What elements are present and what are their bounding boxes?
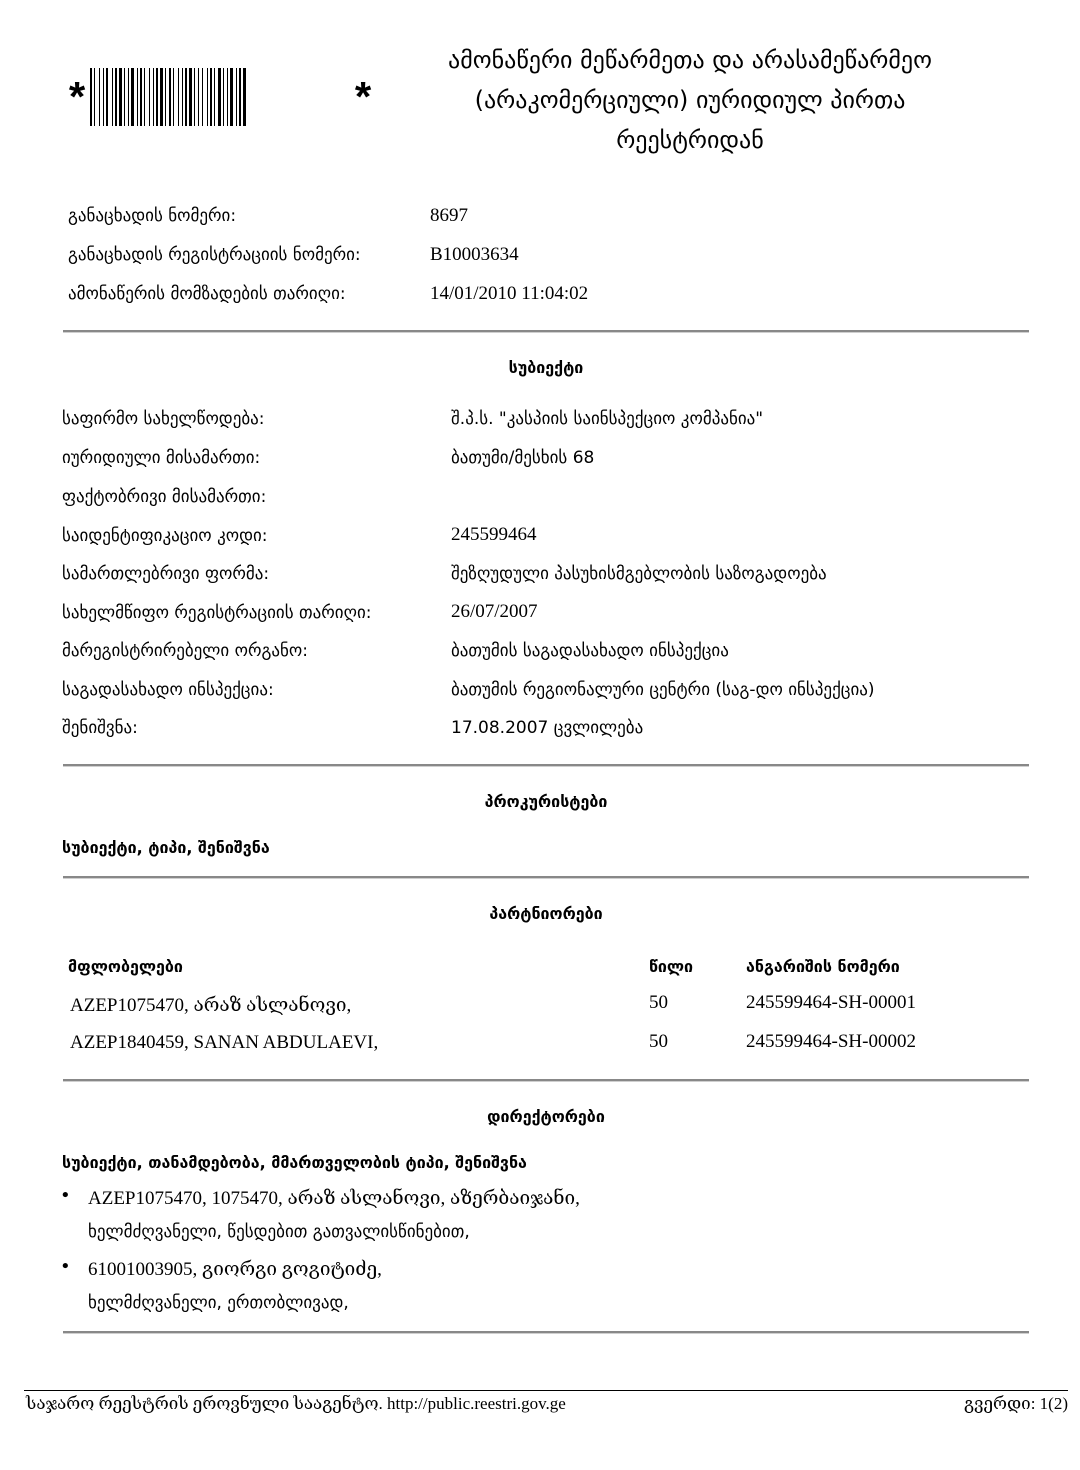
director-line-2: ხელმძღვანელი, წესდებით გათვალისწინებით, <box>88 1222 470 1242</box>
title-line-2: (არაკომერციული) იურიდიულ პირთა <box>474 86 906 114</box>
procurators-columns: სუბიექტი, ტიპი, შენიშვნა <box>62 838 270 857</box>
account-cell: 245599464-SH-00002 <box>746 1031 916 1052</box>
section-title-procurators: პროკურისტები <box>484 792 608 811</box>
owner-cell: AZEP1840459, SANAN ABDULAEVI, <box>70 1032 379 1053</box>
application-number-value: 8697 <box>430 205 468 226</box>
account-cell: 245599464-SH-00001 <box>746 992 916 1013</box>
preparation-date-label: ამონაწერის მომზადების თარიღი: <box>68 284 346 304</box>
director-line-1: 61001003905, გიორგი გოგიტიძე, <box>88 1259 382 1280</box>
divider <box>63 764 1029 767</box>
section-title-partners: პარტნიორები <box>489 904 603 923</box>
title-line-1: ამონაწერი მეწარმეთა და არასამეწარმეო <box>448 46 932 74</box>
preparation-date-value: 14/01/2010 11:04:02 <box>430 283 589 304</box>
field-label-legal-address: იურიდიული მისამართი: <box>62 448 261 468</box>
field-label-registration-date: სახელმწიფო რეგისტრაციის თარიღი: <box>62 603 372 623</box>
document-title <box>410 40 970 160</box>
bullet-icon: • <box>60 1256 71 1277</box>
field-label-note: შენიშვნა: <box>62 718 138 738</box>
bullet-icon: • <box>60 1185 71 1206</box>
field-label-actual-address: ფაქტობრივი მისამართი: <box>62 487 267 507</box>
field-value-id-code: 245599464 <box>451 524 537 545</box>
divider <box>63 1079 1029 1082</box>
barcode-start-star: * <box>68 73 86 120</box>
divider <box>63 1331 1029 1334</box>
barcode-bars <box>88 68 352 126</box>
directors-columns: სუბიექტი, თანამდებობა, მმართველობის ტიპი, შენიშვნა <box>62 1153 527 1172</box>
field-label-company-name: საფირმო სახელწოდება: <box>62 409 265 429</box>
field-label-legal-form: სამართლებრივი ფორმა: <box>62 564 270 584</box>
column-header-account: ანგარიშის ნომერი <box>746 957 900 976</box>
registration-number-label: განაცხადის რეგისტრაციის ნომერი: <box>68 245 361 265</box>
field-value-tax-inspection: ბათუმის რეგიონალური ცენტრი (საგ-დო ინსპექცია) <box>451 680 875 700</box>
field-value-company-name: შ.პ.ს. "კასპიის საინსპექციო კომპანია" <box>451 409 764 429</box>
director-line-2: ხელმძღვანელი, ერთობლივად, <box>88 1293 349 1313</box>
section-title-directors: დირექტორები <box>487 1107 605 1126</box>
field-label-id-code: საიდენტიფიკაციო კოდი: <box>62 526 268 546</box>
registration-number-value: B10003634 <box>430 244 519 265</box>
director-line-1: AZEP1075470, 1075470, არაზ ასლანოვი, აზერბაიჯანი, <box>88 1188 580 1209</box>
divider <box>63 876 1029 879</box>
owner-cell: AZEP1075470, არაზ ასლანოვი, <box>70 995 352 1016</box>
title-line-3: რეესტრიდან <box>616 126 764 154</box>
application-number-label: განაცხადის ნომერი: <box>68 206 237 226</box>
column-header-owners: მფლობელები <box>68 957 183 976</box>
field-value-registering-authority: ბათუმის საგადასახადო ინსპექცია <box>451 641 729 661</box>
divider <box>63 330 1029 333</box>
field-label-tax-inspection: საგადასახადო ინსპექცია: <box>62 680 274 700</box>
field-value-registration-date: 26/07/2007 <box>451 601 538 622</box>
footer-source: საჯარო რეესტრის ეროვნული სააგენტო. http://public.reestri.gov.ge <box>26 1394 566 1413</box>
field-value-legal-address: ბათუმი/მესხის 68 <box>451 448 595 468</box>
field-label-registering-authority: მარეგისტრირებელი ორგანო: <box>62 641 308 661</box>
share-cell: 50 <box>649 992 668 1013</box>
section-title-subject: სუბიექტი <box>508 358 584 377</box>
barcode <box>66 64 396 130</box>
field-value-note: 17.08.2007 ცვლილება <box>451 718 644 738</box>
share-cell: 50 <box>649 1031 668 1052</box>
footer-page-number: გვერდი: 1(2) <box>963 1394 1068 1413</box>
footer-rule <box>24 1390 1068 1391</box>
field-value-legal-form: შეზღუდული პასუხისმგებლობის საზოგადოება <box>451 564 827 584</box>
barcode-end-star: * <box>354 73 372 120</box>
column-header-share: წილი <box>649 957 694 976</box>
